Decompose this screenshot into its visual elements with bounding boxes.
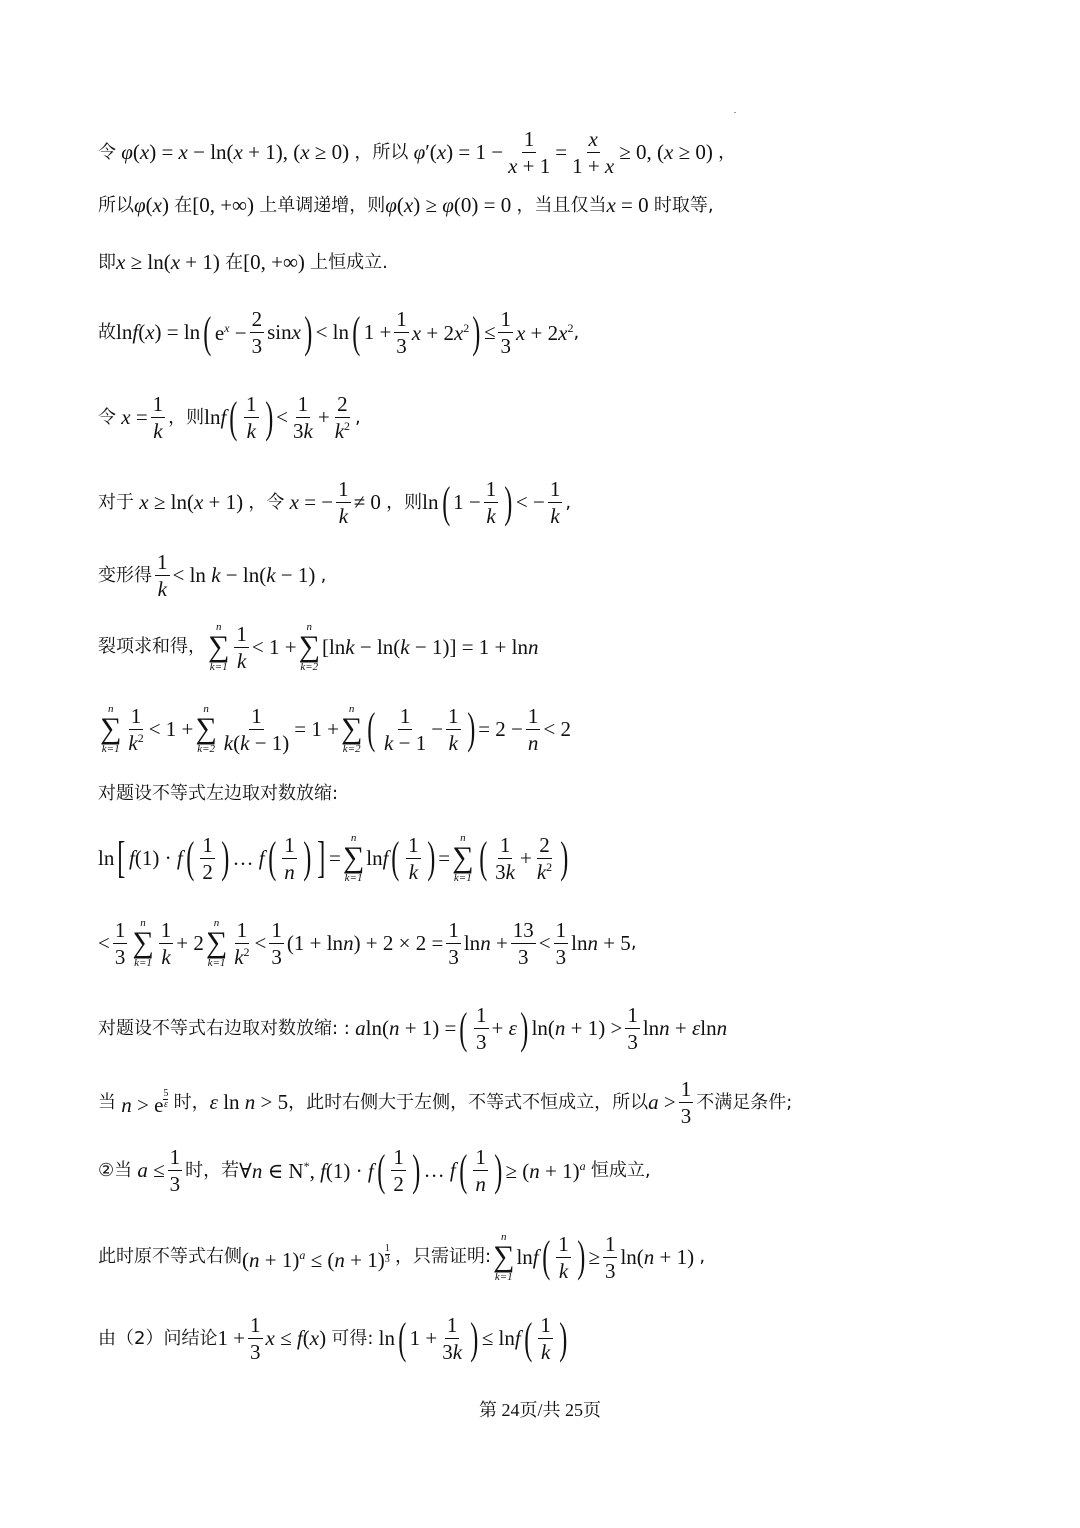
fraction: $\frac{1}{k}$ [558,1231,569,1283]
summation: n ∑ k=2 [195,703,217,755]
line-17: 由（2）问结论 1 + $\frac{1}{3}$ x ≤ f(x) 可得: ln ( 1 + $\frac{1}{3k}$ ) ≤ lnf ( $\frac{1}{k}$ ) [98,1313,568,1365]
line-12: < $\frac{1}{3}$ n ∑ k=1 $\frac{1}{k}$ + 2 n ∑ k=1 $\frac{1}{k^2}$ < $\frac{1}{3}$ (1 + lnn) + 2 × 2 = $\frac{1}{3}$ lnn + $\frac{13}{3}$ < $\frac{1}{3}$ lnn + 5 , [98,917,637,969]
fraction: $\frac{1}{2}$ [202,832,213,884]
fraction: $\frac{1}{k}$ [448,703,459,755]
fraction: $\frac{1}{k}$ [160,917,172,969]
fraction: $\frac{13}{3}$ [512,917,534,969]
fraction: $\frac{1}{x + 1}$ [508,127,551,179]
formula: φ′(x) = 1 − [413,140,504,165]
fraction: $\frac{1}{k}$ [338,477,349,529]
summation: n ∑ k=1 [208,621,230,673]
line-16: 此时原不等式右侧 $(n + 1)^a \le (n + 1)$ $^{\frac{1}{3}}$ ，只需证明: n ∑ k=1 lnf ( $\frac{1}{k}$ ) ≥ $\frac{1}{3}$ ln(n + 1) , [98,1231,706,1283]
fraction: $\frac{1}{3}$ [476,1003,487,1055]
fraction: $\frac{2}{k^2}$ [536,832,553,884]
fraction: $\frac{1}{k^2}$ [234,917,250,969]
line-11: ln [ f(1) · f ( $\frac{1}{2}$ ) … f ( $\frac{1}{n}$ ) ] = n ∑ k=1 lnf ( $\frac{1}{k}$ ) = n ∑ k=1 ( $\frac{1}{3k}$ + $\frac{2}{k^2}$ ) [98,832,569,884]
fraction: $\frac{1}{2}$ [393,1145,404,1197]
summation: n ∑ k=1 [132,917,154,969]
fraction: $\frac{1}{3k}$ [293,392,313,444]
fraction: $\frac{1}{k}$ [246,392,257,444]
line-14: 当 n > e $^{\frac{5}{\varepsilon}}$ 时， ε ln n > 5 ，此时右侧大于左侧，不等式不恒成立，所以 a > $\frac{1}{3}$ 不满足条件; [98,1077,793,1129]
formula: φ(x) = x − ln(x + 1), (x ≥ 0) [121,140,355,165]
fraction: $\frac{1}{n}$ [527,703,539,755]
fraction: $\frac{1}{3}$ [555,917,567,969]
fraction: $\frac{x}{1 + x}$ [572,127,615,179]
fraction: $\frac{1}{n}$ [284,832,295,884]
line-3: 即 x ≥ ln(x + 1) 在 [0, +∞) 上恒成立. [98,250,388,274]
summation: n ∑ k=1 [342,832,365,884]
fraction: $\frac{1}{3}$ [448,917,459,969]
fraction: $\frac{1}{k}$ [236,621,247,673]
fraction: $\frac{1}{3}$ [271,917,282,969]
line-15: ②当 a ≤ $\frac{1}{3}$ 时，若 ∀n ∈ N*, f(1) · f ( $\frac{1}{2}$ ) … f ( $\frac{1}{n}$ ) ≥ $(n + 1)^a$ 恒成立, [98,1145,651,1197]
line-5: 令 x = $\frac{1}{k}$ ，则 lnf ( $\frac{1}{k}$ ) < $\frac{1}{3k}$ + $\frac{2}{k^2}$ , [98,392,361,444]
fraction: $\frac{1}{3}$ [250,1313,261,1365]
summation: n ∑ k=1 [493,1231,515,1283]
line-6: 对于 x ≥ ln(x + 1) ，令 x = − $\frac{1}{k}$ ≠ 0 ，则 ln ( 1 − $\frac{1}{k}$ ) < − $\frac{1}{k}$ , [98,477,572,529]
line-1: 令 φ(x) = x − ln(x + 1), (x ≥ 0) ，所以 φ′(x) = 1 − $\frac{1}{x + 1}$ = $\frac{x}{1 + x}$ ≥ 0, (x ≥ 0) ， [98,127,737,179]
fraction: $\frac{1}{3k}$ [495,832,515,884]
fraction: $\frac{1}{n}$ [475,1145,486,1197]
line-7: 变形得 $\frac{1}{k}$ < ln k − ln(k − 1) , [98,550,327,602]
line-13: 对题设不等式右边取对数放缩: : aln(n + 1) = ( $\frac{1}{3}$ + ε ) ln(n + 1) > $\frac{1}{3}$ lnn + εlnn [98,1003,728,1055]
line-8: 裂项求和得， n ∑ k=1 $\frac{1}{k}$ < 1 + n ∑ k=2 [lnk − ln(k − 1)] = 1 + lnn [98,621,539,673]
line-10: 对题设不等式左边取对数放缩: [98,783,339,804]
fraction: $\frac{1}{k}$ [485,477,497,529]
line-9: n ∑ k=1 $\frac{1}{k^2}$ < 1 + n ∑ k=2 $\frac{1}{k(k - 1)}$ = 1 + n ∑ k=2 ( $\frac{1}{k - 1}$ − $\frac{1}{k}$ ) = 2 − $\frac{1}{n}$ < 2 [100,703,571,755]
fraction: $\frac{1}{k^2}$ [128,703,144,755]
fraction: $\frac{1}{k(k - 1)}$ [223,703,290,755]
fraction: $\frac{1}{3}$ [396,307,407,359]
summation: n ∑ k=2 [340,703,363,755]
fraction: $\frac{1}{k}$ [549,477,561,529]
fraction: $\frac{1}{k - 1}$ [384,703,427,755]
fraction: $\frac{1}{k}$ [540,1313,551,1365]
fraction: $\frac{1}{k}$ [408,832,419,884]
fraction: $\frac{1}{3}$ [604,1231,616,1283]
line-2: 所以 φ(x) 在 [0, +∞) 上单调递增，则 φ(x) ≥ φ(0) = 0 ，当且仅当 x = 0 时取等, [98,193,714,217]
fraction: $\frac{2}{k^2}$ [334,392,351,444]
summation: n ∑ k=1 [452,832,474,884]
page-footer: 第 24页/共 25页 [478,1400,601,1420]
line-4: 故 lnf(x) = ln ( $e^x$ − $\frac{2}{3}$ sinx ) < ln ( 1 + $\frac{1}{3}$ $x + 2x^2$ ) ≤ $\frac{1}{3}$ $x + 2x^2$ , [98,307,580,359]
fraction: $\frac{1}{3k}$ [442,1313,463,1365]
fraction: $\frac{1}{3}$ [169,1145,181,1197]
summation: n ∑ k=1 [205,917,228,969]
fraction: $\frac{2}{3}$ [251,307,263,359]
summation: n ∑ k=2 [298,621,320,673]
scan-speck [734,112,736,113]
summation: n ∑ k=1 [100,703,122,755]
fraction: $\frac{1}{3}$ [627,1003,638,1055]
fraction: $\frac{1}{k}$ [152,392,164,444]
fraction: $\frac{1}{3}$ [500,307,511,359]
fraction: $\frac{1}{3}$ [680,1077,692,1129]
fraction: $\frac{1}{k}$ [157,550,168,602]
fraction: $\frac{1}{3}$ [114,917,126,969]
